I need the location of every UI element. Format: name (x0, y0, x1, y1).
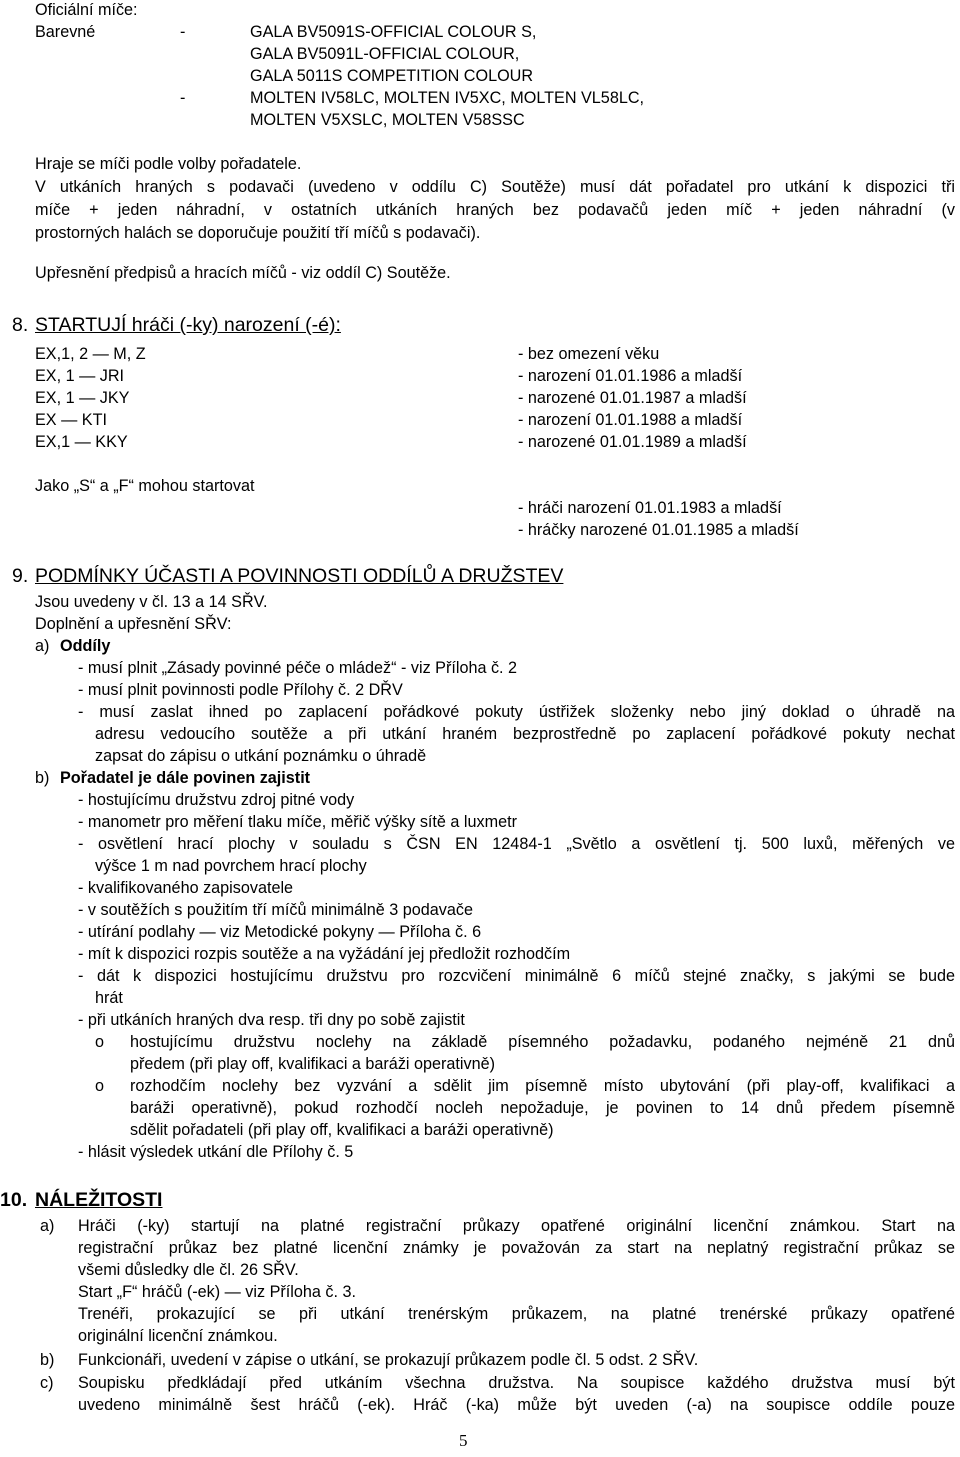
ball-line: GALA BV5091L-OFFICIAL COLOUR, (250, 45, 520, 63)
specification-note: Upřesnění předpisů a hracích míčů - viz oddíl C) Soutěže. (35, 264, 451, 282)
category-rule: - narozené 01.01.1987 a mladší (518, 389, 747, 407)
paragraph-line: registrační průkaz bez platné licenční známky je považován za start na neplatný registrační průkaz se (78, 1239, 955, 1257)
list-item: - v soutěžích s použitím tří míčů minimálně 3 podavače (78, 901, 473, 919)
sub-list-item-continued: baráži operativně), pokud rozhodčí nocleh nepožaduje, je povinen to 14 dnů předem písemně (130, 1099, 955, 1117)
list-item: - při utkáních hraných dva resp. tři dny po sobě zajistit (78, 1011, 465, 1029)
list-item: - musí plnit „Zásady povinné péče o mládež“ - viz Příloha č. 2 (78, 659, 518, 677)
list-dash: - (180, 23, 186, 41)
section-title: STARTUJÍ hráči (-ky) narození (-é): (35, 314, 341, 336)
subsection-title: Oddíly (60, 637, 111, 655)
sub-bullet: o (95, 1033, 105, 1051)
list-item: - dát k dispozici hostujícímu družstvu pro rozcvičení minimálně 6 míčů stejné značky, s jakými se bude (78, 967, 955, 985)
page-number: 5 (459, 1431, 468, 1450)
paragraph-line: všemi důsledky dle čl. 26 SŘV. (78, 1261, 299, 1279)
ball-line: MOLTEN IV58LC, MOLTEN IV5XC, MOLTEN VL58LC, (250, 89, 645, 107)
category-label: EX — KTI (35, 411, 107, 429)
list-item-continued: adresu vedoucího soutěže a při utkání hraném bezprostředně po zaplacení pořádkové pokuty nechat (95, 725, 955, 743)
section-title: PODMÍNKY ÚČASTI A POVINNOSTI ODDÍLŮ A DRUŽSTEV (35, 565, 564, 587)
list-item: - manometr pro měření tlaku míče, měřič výšky sítě a luxmetr (78, 813, 517, 831)
category-rule: - bez omezení věku (518, 345, 660, 363)
ball-line: GALA 5011S COMPETITION COLOUR (250, 67, 534, 85)
sub-list-item-continued: předem (při play off, kvalifikaci a baráži operativně) (130, 1055, 495, 1073)
paragraph-line: uvedeno minimálně šest hráčů (-ek). Hráč (-ka) může být uveden (-a) na soupisce oddíle pouze (78, 1396, 955, 1414)
list-item: - kvalifikovaného zapisovatele (78, 879, 294, 897)
sub-list-item: rozhodčím noclehy bez vyzvání a sdělit jim písemně místo ubytování (při play-off, kvalifikaci a (130, 1077, 955, 1095)
barevne-label: Barevné (35, 23, 96, 41)
list-item: - hostujícímu družstvu zdroj pitné vody (78, 791, 355, 809)
category-label: EX,1, 2 — M, Z (35, 345, 146, 363)
paragraph-line: prostorných halách se doporučuje použití tří míčů s podavači). (35, 224, 481, 242)
item-letter: b) (35, 769, 50, 787)
category-rule: - narození 01.01.1988 a mladší (518, 411, 743, 429)
list-item: - musí plnit povinnosti podle Přílohy č. 2 DŘV (78, 681, 403, 699)
category-rule: - narozené 01.01.1989 a mladší (518, 433, 747, 451)
ball-line: GALA BV5091S-OFFICIAL COLOUR S, (250, 23, 537, 41)
sub-bullet: o (95, 1077, 105, 1095)
section-number: 10. (0, 1189, 28, 1211)
paragraph-line: míče + jeden náhradní, v ostatních utkáních hraných bez podavačů jeden míč + jeden náhradní (v (35, 201, 955, 219)
category-label: EX,1 — KKY (35, 433, 128, 451)
section-intro: Jsou uvedeny v čl. 13 a 14 SŘV. (35, 593, 268, 611)
section-intro: Doplnění a upřesnění SŘV: (35, 615, 232, 633)
section-title: NÁLEŽITOSTI (35, 1189, 163, 1211)
balls-heading: Oficiální míče: (35, 1, 138, 19)
list-item: - mít k dispozici rozpis soutěže a na vyžádání jej předložit rozhodčím (78, 945, 571, 963)
item-letter: c) (40, 1374, 54, 1392)
category-rule: - narození 01.01.1986 a mladší (518, 367, 743, 385)
list-item-continued: výšce 1 m nad povrchem hrací plochy (95, 857, 367, 875)
item-letter: a) (40, 1217, 55, 1235)
paragraph-line: Trenéři, prokazující se při utkání trenérským průkazem, na platné trenérské průkazy opatřené (78, 1305, 955, 1323)
category-label: EX, 1 — JRI (35, 367, 125, 385)
organizer-note: Hraje se míči podle volby pořadatele. (35, 155, 302, 173)
sub-list-item: hostujícímu družstvu noclehy na základě písemného požadavku, podaného nejméně 21 dnů (130, 1033, 955, 1051)
paragraph-line: V utkáních hraných s podavači (uvedeno v oddílu C) Soutěže) musí dát pořadatel pro utkání k dispozici tři (35, 178, 955, 196)
paragraph-line: originální licenční známkou. (78, 1327, 278, 1345)
ball-line: MOLTEN V5XSLC, MOLTEN V58SSC (250, 111, 525, 129)
sf-rule: - hráči narození 01.01.1983 a mladší (518, 499, 782, 517)
paragraph-line: Funkcionáři, uvedení v zápise o utkání, se prokazují průkazem podle čl. 5 odst. 2 SŘV. (78, 1351, 699, 1369)
list-dash: - (180, 89, 186, 107)
list-item: - osvětlení hrací plochy v souladu s ČSN EN 12484-1 „Světlo a osvětlení tj. 500 luxů, měřených ve (78, 835, 955, 853)
list-item-continued: zapsat do zápisu o utkání poznámku o úhradě (95, 747, 427, 765)
item-letter: b) (40, 1351, 55, 1369)
paragraph-line: Soupisku předkládají před utkáním všechna družstva. Na soupisce každého družstva musí být (78, 1374, 955, 1392)
list-item-continued: hrát (95, 989, 123, 1007)
list-item: - utírání podlahy — viz Metodické pokyny — Příloha č. 6 (78, 923, 482, 941)
list-item: - hlásit výsledek utkání dle Přílohy č. 5 (78, 1143, 354, 1161)
paragraph-line: Hráči (-ky) startují na platné registrační průkazy opatřené originální licenční známkou. Start na (78, 1217, 955, 1235)
section-number: 9. (12, 565, 29, 587)
subsection-title: Pořadatel je dále povinen zajistit (60, 769, 311, 787)
sf-label: Jako „S“ a „F“ mohou startovat (35, 477, 255, 495)
item-letter: a) (35, 637, 50, 655)
category-label: EX, 1 — JKY (35, 389, 130, 407)
paragraph-line: Start „F“ hráčů (-ek) — viz Příloha č. 3. (78, 1283, 356, 1301)
section-number: 8. (12, 314, 29, 336)
sub-list-item-continued: sdělit pořadateli (při play off, kvalifikaci a baráži operativně) (130, 1121, 554, 1139)
list-item: - musí zaslat ihned po zaplacení pořádkové pokuty ústřižek složenky nebo jiný doklad o úhradě na (78, 703, 955, 721)
sf-rule: - hráčky narozené 01.01.1985 a mladší (518, 521, 799, 539)
